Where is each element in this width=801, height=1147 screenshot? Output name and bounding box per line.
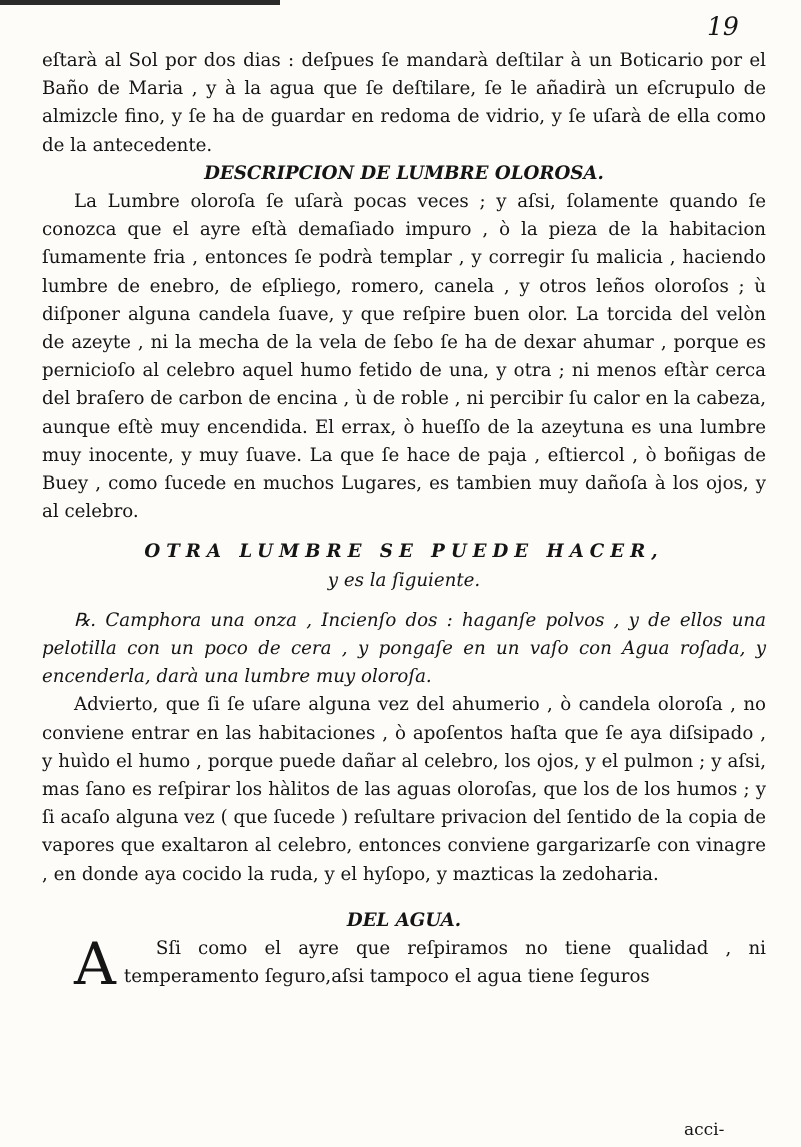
section-heading-otra-lumbre: OTRA LUMBRE SE PUEDE HACER, <box>144 541 664 563</box>
agua-paragraph <box>42 930 766 999</box>
agua-spacer <box>42 889 766 907</box>
catchword: acci- <box>684 1120 725 1140</box>
section-spacer <box>42 526 766 538</box>
advice-paragraph: Advierto, que ſi ſe uſare alguna vez del ahumerio , ò candela oloroſa , no conviene entrar en las habitaciones , ò apoſentos haſta que ſe aya diſsipado , y huìdo el humo , porque puede dañar al celebro, los ojos, y el pulmon ; y aſsi, mas ſano es reſpirar los hàlitos de las aguas oloroſas, que los de los humos ; y ſi acaſo alguna vez ( que ſucede ) reſultare privacion del ſentido de la copia de vapores que exaltaron al celebro, entonces conviene gargarizarſe con vinagre , en donde aya cocido la ruda, y el hyſopo, y mazticas la zedoharia. <box>42 694 766 885</box>
section-heading-agua: DEL AGUA. <box>346 909 462 931</box>
drop-cap-a: A <box>74 930 116 999</box>
section-subheading: y es la ſiguiente. <box>327 569 481 591</box>
recipe-paragraph: ℞. Camphora una onza , Incienſo dos : haganſe polvos , y de ellos una pelotilla con un poco de cera , y pongaſe en un vaſo con Agua roſada, y encenderla, darà una lumbre muy oloroſa. <box>42 609 766 688</box>
section-heading-lumbre-olorosa: DESCRIPCION DE LUMBRE OLOROSA. <box>204 162 604 184</box>
agua-paragraph-text: Sſi como el ayre que reſpiramos no tiene qualidad , ni temperamento ſeguro,aſsi tampoco el agua tiene ſeguros <box>123 938 766 988</box>
page-number: 19 <box>707 12 739 41</box>
lumbre-olorosa-paragraph: La Lumbre oloroſa ſe uſarà pocas veces ; y aſsi, ſolamente quando ſe conozca que el ayre eſtà demaſiado impuro , ò la pieza de la habitacion ſumamente fria , entonces ſe podrà templar , y corregir ſu malicia , haciendo lumbre de enebro, de eſpliego, romero, canela , y otros leños oloroſos ; ù diſponer alguna candela ſuave, y que reſpire buen olor. La torcida del velòn de azeyte , ni la mecha de la vela de ſebo ſe ha de dexar ahumar , porque es pernicioſo al celebro aquel humo fetido de una, y otra ; ni menos eſtàr cerca del braſero de carbon de encina , ù de roble , ni percibir ſu calor en la cabeza, aunque eſtè muy encendida. El errax, ò hueſſo de la azeytuna es una lumbre muy inocente, y muy ſuave. La que ſe hace de paja , eſtiercol , ò boñigas de Buey , como ſucede en muchos Lugares, es tambien muy dañoſa à los ojos, y al celebro. <box>42 191 766 523</box>
continuation-paragraph: eſtarà al Sol por dos dias : deſpues ſe mandarà deſtilar à un Boticario por el Baño de Maria , y à la agua que ſe deſtilare, ſe le añadirà un eſcrupulo de almizcle fino, y ſe ha de guardar en redoma de vidrio, y ſe uſarà de ella como de la antecedente. <box>42 50 766 156</box>
recipe-spacer <box>42 595 766 607</box>
page-text <box>42 47 766 999</box>
